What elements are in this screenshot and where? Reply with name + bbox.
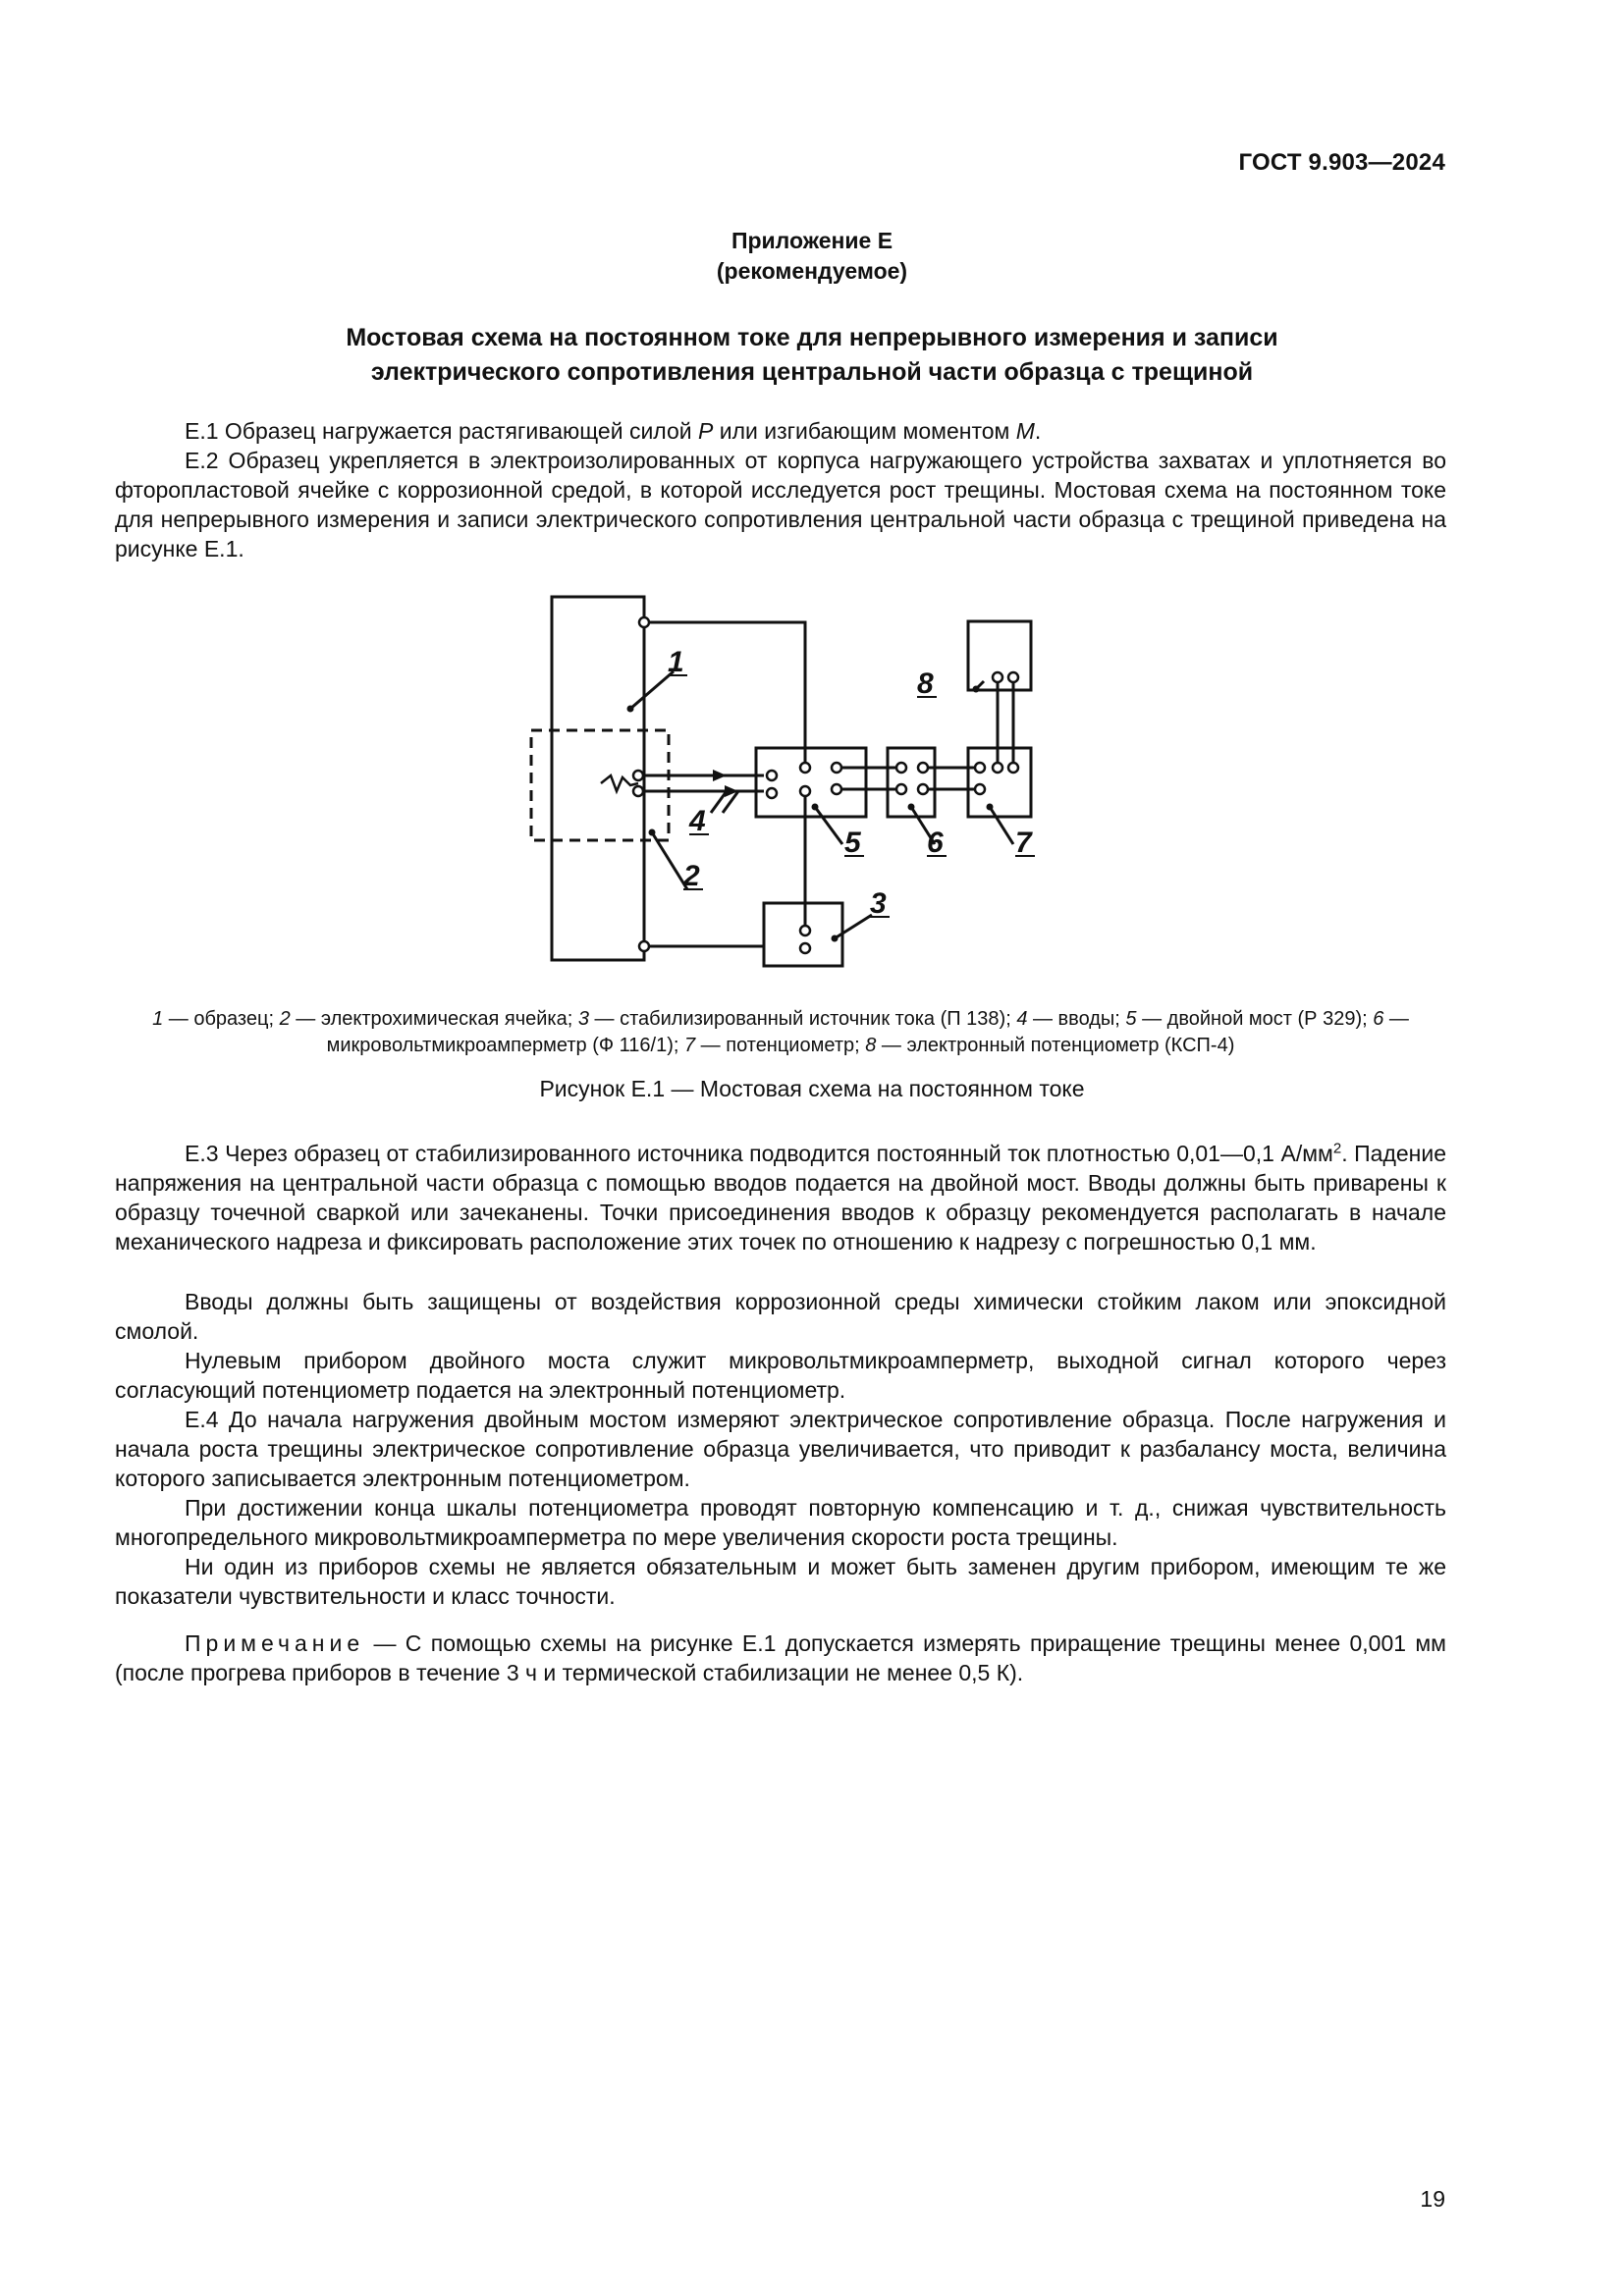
- paragraph-protection: Вводы должны быть защищены от воздействия коррозионной среды химически стойким лаком или эпоксидной смолой.: [115, 1289, 1446, 1344]
- label-7: 7: [1015, 827, 1032, 859]
- note-label: Примечание: [185, 1630, 365, 1656]
- document-code: ГОСТ 9.903—2024: [1238, 149, 1445, 176]
- figure-caption: Рисунок Е.1 — Мостовая схема на постоянном токе: [539, 1076, 1085, 1101]
- label-2: 2: [683, 860, 700, 892]
- paragraph-scale: При достижении конца шкалы потенциометра проводят повторную компенсацию и т. д., снижая чувствительность многопредельного микровольтмикроамперметра по мере увеличения скорости роста трещины.: [115, 1495, 1446, 1550]
- section-title-line2: электрического сопротивления центральной части образца с трещиной: [370, 358, 1254, 386]
- box-5-bridge: [756, 748, 866, 817]
- page-number: 19: [1420, 2186, 1445, 2212]
- paragraph-replaceable: Ни один из приборов схемы не является обязательным и может быть заменен другим прибором, имеющим те же показатели чувствительности и класс точности.: [115, 1554, 1446, 1609]
- paragraph-null-instrument: Нулевым прибором двойного моста служит микровольтмикроамперметр, выходной сигнал которого через согласующий потенциометр подается на электронный потенциометр.: [115, 1348, 1446, 1403]
- paragraph-e3: Е.3 Через образец от стабилизированного источника подводится постоянный ток плотностью 0,01—0,1 $А/мм^2$. Падение напряжения на центральной части образца с помощью вводов подается на двойной мост. Вводы должны быть приварены к образцу точечной сваркой или зачеканены. Точки присоединения вводов к образцу рекомендуется располагать в начале механического надреза и фиксировать расположение этих точек по отношению к надрезу с погрешностью 0,1 мм.: [115, 1140, 1447, 1255]
- paragraph-e2: Е.2 Образец укрепляется в электроизолированных от корпуса нагружающего устройства захватах и уплотняется во фторопластовой ячейке с коррозионной средой, в которой исследуется рост трещины. Мостовая схема на постоянном токе для непрерывного измерения и записи электрического сопротивления центральной части образца с трещиной приведена на рисунке Е.1.: [115, 448, 1446, 561]
- box-7-potentiometer: [968, 748, 1031, 817]
- section-title-line1: Мостовая схема на постоянном токе для непрерывного измерения и записи: [346, 324, 1278, 351]
- label-8: 8: [917, 667, 934, 700]
- figure-bridge-circuit-diagram: [0, 0, 1624, 991]
- paragraph-e1: Е.1 Образец нагружается растягивающей силой P или изгибающим моментом M.: [185, 418, 1042, 444]
- label-5: 5: [844, 827, 861, 859]
- paragraph-e4: Е.4 До начала нагружения двойным мостом измеряют электрическое сопротивление образца. После нагружения и начала роста трещины электрическое сопротивление образца увеличивается, что приводит к разбалансу моста, величина которого записывается электронным потенциометром.: [115, 1407, 1446, 1491]
- label-4: 4: [689, 805, 706, 837]
- label-6: 6: [927, 827, 944, 859]
- figure-legend: 1 — образец; 2 — электрохимическая ячейка; 3 — стабилизированный источник тока (П 138); 4 — вводы; 5 — двойной мост (Р 329); 6 — микровольтмикроамперметр (Ф 116/1); 7 — потенциометр; 8 — электронный потенциометр (КСП-4): [152, 1008, 1409, 1056]
- label-3: 3: [870, 887, 887, 920]
- annex-title: Приложение Е: [731, 228, 893, 253]
- specimen-rect: [552, 597, 644, 960]
- annex-status: (рекомендуемое): [716, 258, 908, 284]
- label-1: 1: [668, 646, 684, 678]
- note: Примечание — С помощью схемы на рисунке Е.1 допускается измерять приращение трещины менее 0,001 мм (после прогрева приборов в течение 3 ч и термической стабилизации не менее 0,5 К).: [115, 1630, 1446, 1685]
